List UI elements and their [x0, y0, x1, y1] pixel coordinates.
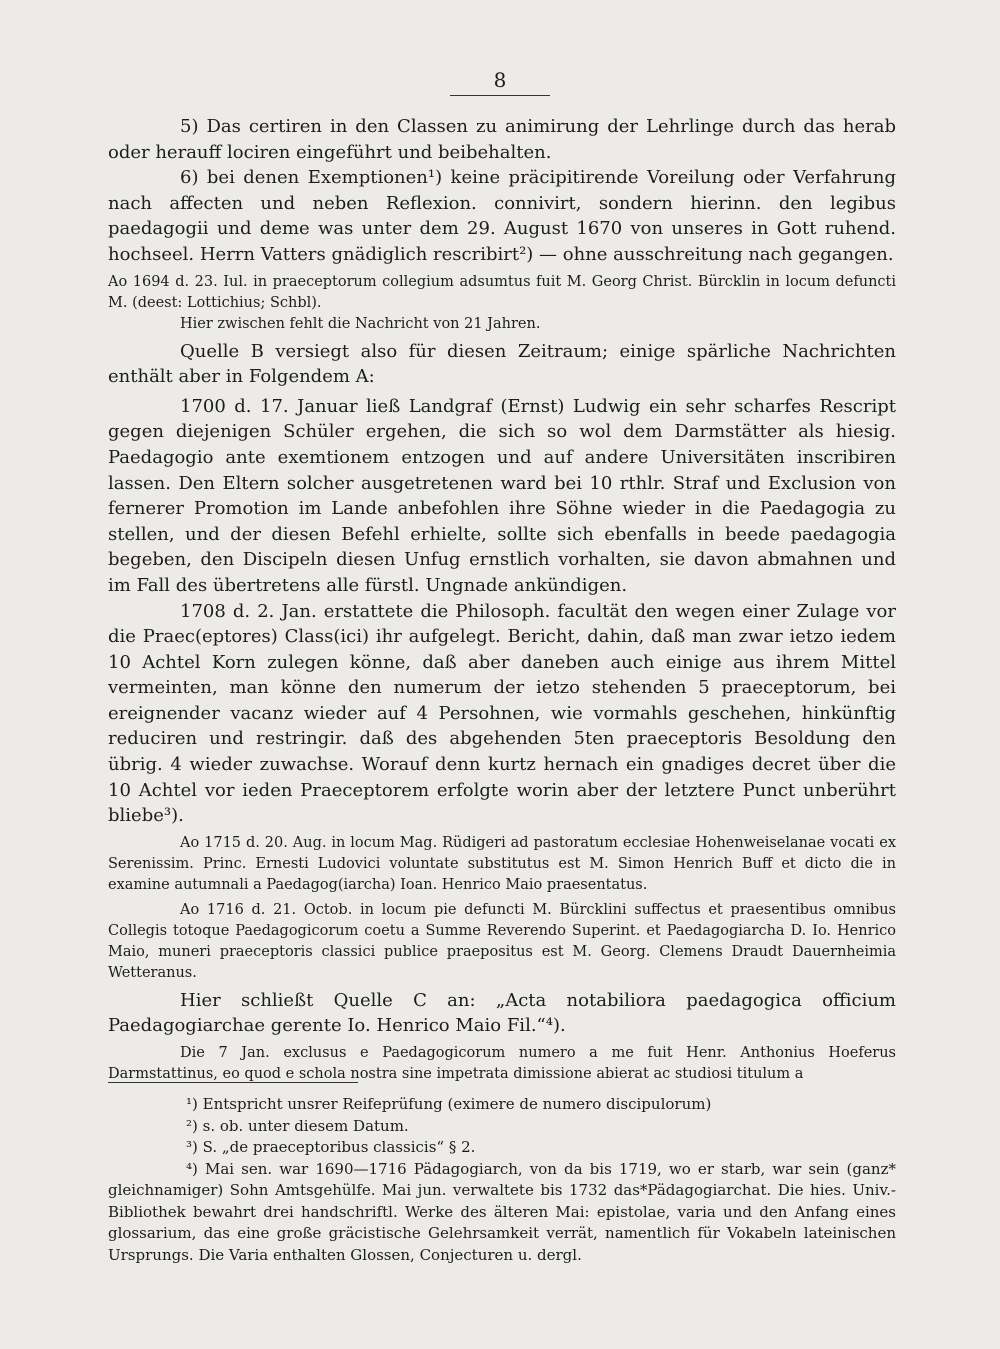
- gap-note: Hier zwischen fehlt die Nachricht von 21 Jahren.: [180, 315, 541, 332]
- footnote-1: ¹) Entspricht unsrer Reifeprüfung (eximere de numero discipulorum): [186, 1095, 712, 1113]
- footnote-2: ²) s. ob. unter diesem Datum.: [186, 1116, 409, 1135]
- entry-7-jan: Die 7 Jan. exclusus e Paedagogicorum numero a me fuit Henr. Anthonius Hoeferus Darmstattinus, eo quod e schola nostra sine impetrata dimissione abierat ac studiosi titulum a: [108, 1045, 896, 1083]
- footnote-4: ⁴) Mai sen. war 1690—1716 Pädagogiarch, von da bis 1719, wo er starb, war sein (ganz* gleichnamiger) Sohn Amtsgehülfe. Mai jun. verwaltete bis 1732 das*Pädagogiarchat. Die hies. Univ.-Bibliothek bewahrt drei handschriftl. Werke des älteren Mai: epistolae, varia und den Anfang eines glossarium, das eine große gräcistische Gelehrsamkeit verrät, namentlich für Vokabeln lateinischen Ursprungs. Die Varia enthalten Glossen, Conjecturen u. dergl.: [108, 1159, 896, 1264]
- record-1715: Ao 1715 d. 20. Aug. in locum Mag. Rüdigeri ad pastoratum ecclesiae Hohenweiselanae vocati ex Serenissim. Princ. Ernesti Ludovici voluntate substitutus est M. Simon Henrich Buff et dicto die in examine autumnali a Paedagog(iarcha) Ioan. Henrico Maio praesentatus.: [108, 834, 896, 893]
- entry-1708: 1708 d. 2. Jan. erstattete die Philosoph. facultät den wegen einer Zulage vor die Praec(eptores) Class(ici) ihr aufgelegt. Bericht, dahin, daß man zwar ietzo iedem 10 Achtel Korn zulegen könne, daß aber daneben auch einige aus ihrem Mittel vermeinten, man könne den numerum der ietzo stehenden 5 praeceptorum, bei ereignender vacanz wieder auf 4 Persohnen, wie vormahls geschehen, hinkünftig reduciren und restringir. daß des abgehenden 5ten praeceptoris Besoldung den übrig. 4 wieder zuwachse. Worauf denn kurtz hernach ein gnadiges decret über die 10 Achtel vor ieden Praeceptorem erfolgte worin aber der letztere Punct unberührt bliebe³).: [108, 600, 896, 827]
- entry-1700: 1700 d. 17. Januar ließ Landgraf (Ernst) Ludwig ein sehr scharfes Rescript gegen diejenigen Schüler ergehen, die sich so wol dem Darmstätter als hiesig. Paedagogio ante exemtionem entzogen und auf andere Universitäten inscribiren lassen. Den Eltern solcher ausgetretenen ward bei 10 rthlr. Straf und Exclusion von fernerer Promotion im Lande anbefohlen ihre Söhne wieder in die Paedagogia zu stellen, und der diesen Befehl erhielte, sollte sich ebenfalls in beede paedagogia begeben, den Discipeln diesen Unfug ernstlich vorhalten, sie davon abmahnen und im Fall des übertretens alle fürstl. Ungnade ankündigen.: [108, 395, 896, 596]
- record-1694: Ao 1694 d. 23. Iul. in praeceptorum collegium adsumtus fuit M. Georg Christ. Bürcklin in locum defuncti M. (deest: Lottichius; Schbl).: [108, 273, 896, 311]
- record-1716: Ao 1716 d. 21. Octob. in locum pie defuncti M. Bürcklini suffectus et praesentibus omnibus Collegis totoque Paedagogicorum coetu a Summe Reverendo Superint. et Paedagogiarcha D. Io. Henrico Maio, muneri praeceptoris classici publice praepositus est M. Georg. Clemens Draudt Dauernheimia Wetteranus.: [108, 901, 896, 981]
- page-number: 8: [493, 68, 507, 92]
- paragraph-item-6: 6) bei denen Exemptionen¹) keine präcipitirende Voreilung oder Verfahrung nach affecten und neben Reflexion. connivirt, sondern hierinn. den legibus paedagogii und deme was unter dem 29. August 1670 von unseres in Gott ruhend. hochseel. Herrn Vatters gnädiglich rescribirt²) — ohne ausschreitung nach gegangen.: [108, 167, 896, 265]
- main-text: [108, 114, 896, 1085]
- source-c-heading: Hier schließt Quelle C an: „Acta notabiliora paedagogica officium Paedagogiarchae gerente Io. Henrico Maio Fil.“⁴).: [108, 989, 896, 1037]
- footnote-3: ³) S. „de praeceptoribus classicis“ § 2.: [186, 1138, 476, 1156]
- footnotes: [108, 1094, 896, 1266]
- paragraph-item-5: 5) Das certiren in den Classen zu animirung der Lehrlinge durch das herab oder herauff lociren eingeführt und beibehalten.: [108, 116, 896, 163]
- source-b-note: Quelle B versiegt also für diesen Zeitraum; einige spärliche Nachrichten enthält aber in Folgendem A:: [108, 340, 896, 388]
- page-number-rule: [450, 95, 550, 96]
- footnote-rule: [108, 1082, 358, 1083]
